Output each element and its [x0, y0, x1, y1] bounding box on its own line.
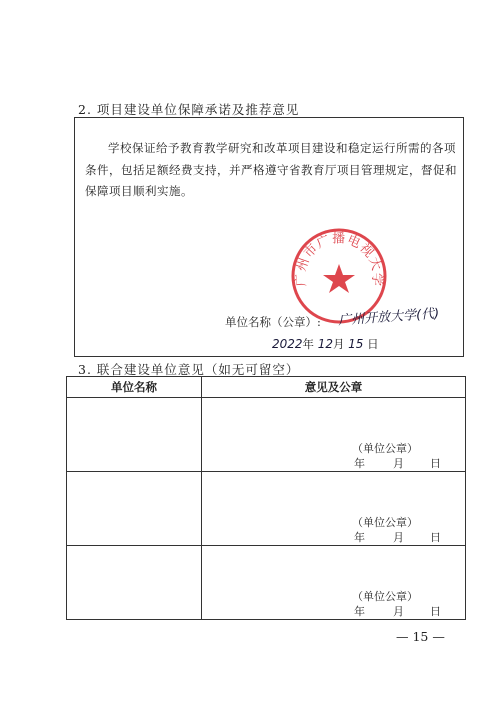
year-label: 年 [354, 531, 366, 544]
unit-name-cell[interactable] [67, 472, 202, 546]
year-label: 年 [354, 605, 366, 618]
day-suffix: 日 [367, 337, 379, 351]
seal-text: 广州市广播电视大学 [293, 231, 385, 288]
table-row [67, 546, 466, 620]
section3-heading: 3. 联合建设单位意见（如无可留空） [78, 362, 300, 377]
date-month: 12 [317, 337, 333, 351]
stamp-label: （单位公章） [352, 516, 418, 529]
stamp-label: （单位公章） [352, 442, 418, 455]
column-header-opinion: 意见及公章 [202, 377, 466, 398]
month-suffix: 月 [332, 337, 345, 351]
column-header-unit-name: 单位名称 [67, 377, 202, 398]
unit-name-cell[interactable] [67, 398, 202, 472]
day-label: 日 [430, 605, 442, 618]
seal-star-icon [323, 264, 355, 293]
month-label: 月 [393, 605, 405, 618]
stamp-label: （单位公章） [352, 590, 418, 603]
unit-name-cell[interactable] [67, 546, 202, 620]
date-day: 15 [348, 337, 364, 351]
table-row [67, 472, 466, 546]
date-label [354, 603, 442, 619]
guarantee-box [74, 117, 464, 357]
table-row [67, 398, 466, 472]
date-year: 2022 [272, 337, 303, 351]
section2-heading: 2. 项目建设单位保障承诺及推荐意见 [78, 102, 300, 117]
year-suffix: 年 [302, 337, 315, 351]
opinion-cell[interactable] [202, 472, 466, 546]
joint-units-table [66, 376, 466, 620]
month-label: 月 [393, 457, 405, 470]
signed-date [272, 336, 379, 352]
opinion-cell[interactable] [202, 398, 466, 472]
month-label: 月 [393, 531, 405, 544]
date-label [354, 455, 442, 471]
page-number: — 15 — [396, 629, 445, 644]
guarantee-paragraph: 学校保证给予教育教学研究和改革项目建设和稳定运行所需的各项条件，包括足额经费支持，并严格遵守省教育厅项目管理规定，督促和保障项目顺利实施。 [85, 141, 457, 198]
day-label: 日 [430, 531, 442, 544]
opinion-cell[interactable] [202, 546, 466, 620]
unit-name-label: 单位名称（公章）: [225, 315, 321, 329]
date-label [354, 529, 442, 545]
table-header-row [67, 377, 466, 398]
signature: 广州开放大学(代) [337, 306, 440, 329]
year-label: 年 [354, 457, 366, 470]
day-label: 日 [430, 457, 442, 470]
